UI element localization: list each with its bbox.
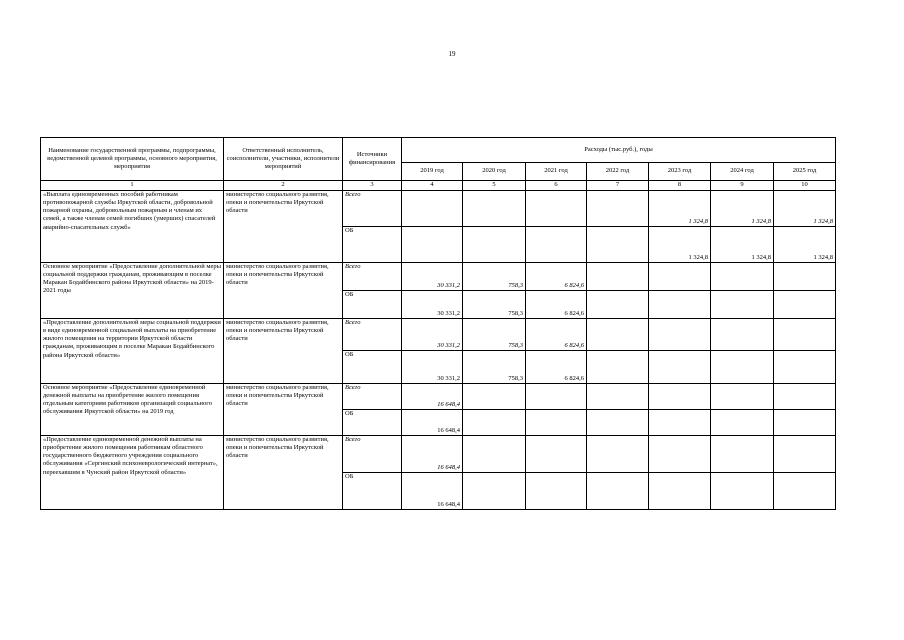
total-value: [774, 263, 836, 291]
row-executor: министерство социального развития, опеки и попечительства Иркутской области: [224, 319, 343, 384]
total-value: 6 824,6: [526, 319, 587, 351]
total-value: [774, 319, 836, 351]
ob-value: [526, 473, 587, 510]
total-value: [649, 319, 711, 351]
total-value: [526, 384, 587, 410]
total-value: [526, 191, 587, 227]
total-value: [587, 191, 649, 227]
column-index: 2: [224, 181, 343, 191]
total-value: 16 648,4: [402, 384, 463, 410]
row-name: Основное мероприятие «Предоставление дополнительной меры социальной поддержки гражданам, проживающим в поселке Маракан Бодайбинского района Иркутской области» на 2019-2021 годы: [41, 263, 224, 319]
total-value: [774, 384, 836, 410]
ob-value: 1 324,8: [649, 227, 711, 263]
total-value: [649, 384, 711, 410]
ob-value: 16 648,4: [402, 410, 463, 436]
ob-value: 6 824,6: [526, 291, 587, 319]
row-executor: министерство социального развития, опеки и попечительства Иркутской области: [224, 384, 343, 436]
row-executor: министерство социального развития, опеки и попечительства Иркутской области: [224, 263, 343, 319]
total-value: [587, 436, 649, 473]
row-executor: министерство социального развития, опеки и попечительства Иркутской области: [224, 436, 343, 510]
source-ob-label: ОБ: [343, 227, 402, 263]
ob-value: [711, 410, 774, 436]
ob-value: [587, 227, 649, 263]
column-index: 1: [41, 181, 224, 191]
ob-value: [526, 410, 587, 436]
total-value: 1 324,8: [711, 191, 774, 227]
ob-value: 30 331,2: [402, 291, 463, 319]
source-total-label: Всего: [343, 319, 402, 351]
total-value: [711, 436, 774, 473]
header-sources: Источники финансирования: [343, 138, 402, 181]
total-value: [587, 384, 649, 410]
header-year: 2019 год: [402, 163, 463, 181]
column-index: 8: [649, 181, 711, 191]
ob-value: [774, 351, 836, 384]
source-total-label: Всего: [343, 191, 402, 227]
total-value: [526, 436, 587, 473]
ob-value: 6 824,6: [526, 351, 587, 384]
total-value: [711, 384, 774, 410]
ob-value: [649, 351, 711, 384]
header-year: 2022 год: [587, 163, 649, 181]
ob-value: [774, 410, 836, 436]
source-ob-label: ОБ: [343, 351, 402, 384]
header-name: Наименование государственной программы, подпрограммы, ведомственной целевой программы, основного мероприятия, мероприятия: [41, 138, 224, 181]
column-index: 4: [402, 181, 463, 191]
total-value: 30 331,2: [402, 263, 463, 291]
ob-value: [463, 227, 526, 263]
total-value: 1 324,8: [649, 191, 711, 227]
total-value: [463, 436, 526, 473]
total-value: [402, 191, 463, 227]
ob-value: [587, 473, 649, 510]
total-value: [774, 436, 836, 473]
expenses-table: [40, 137, 836, 510]
column-index: 9: [711, 181, 774, 191]
total-value: [649, 263, 711, 291]
total-value: 1 324,8: [774, 191, 836, 227]
total-value: 6 824,6: [526, 263, 587, 291]
total-value: 30 331,2: [402, 319, 463, 351]
ob-value: [774, 291, 836, 319]
header-executor: Ответственный исполнитель, соисполнители, участники, исполнители мероприятий: [224, 138, 343, 181]
table-row: [41, 319, 836, 351]
column-index-row: [41, 181, 836, 191]
row-name: «Выплата единовременных пособий работникам противопожарной службы Иркутской области, добровольной пожарной охраны, добровольным пожарным и членам их семей, а также членам семей погибших (умерших) спасателей аварийно-спасательных служб»: [41, 191, 224, 263]
header-expenses: Расходы (тыс.руб.), годы: [402, 138, 836, 163]
total-value: [649, 436, 711, 473]
total-value: [711, 319, 774, 351]
source-ob-label: ОБ: [343, 473, 402, 510]
total-value: 758,3: [463, 263, 526, 291]
ob-value: 758,3: [463, 351, 526, 384]
ob-value: 30 331,2: [402, 351, 463, 384]
source-total-label: Всего: [343, 436, 402, 473]
column-index: 3: [343, 181, 402, 191]
header-year: 2020 год: [463, 163, 526, 181]
table-row: [41, 263, 836, 291]
ob-value: [587, 291, 649, 319]
ob-value: [774, 473, 836, 510]
ob-value: [463, 410, 526, 436]
row-name: «Предоставление дополнительной меры социальной поддержки в виде единовременной социальной выплаты на приобретение жилого помещения на территории Иркутской области гражданам, проживающим в поселке Маракан Бодайбинского района Иркутской области»: [41, 319, 224, 384]
ob-value: [711, 473, 774, 510]
ob-value: [649, 473, 711, 510]
page-number: 19: [448, 50, 456, 58]
column-index: 5: [463, 181, 526, 191]
row-name: Основное мероприятие «Предоставление единовременной денежной выплаты на приобретение жилого помещения отдельным категориям работников организаций социального обслуживания Иркутской области» на 2019 год: [41, 384, 224, 436]
row-executor: министерство социального развития, опеки и попечительства Иркутской области: [224, 191, 343, 263]
ob-value: [587, 351, 649, 384]
total-value: 758,3: [463, 319, 526, 351]
total-value: [587, 263, 649, 291]
ob-value: [402, 227, 463, 263]
ob-value: 1 324,8: [711, 227, 774, 263]
header-year: 2023 год: [649, 163, 711, 181]
ob-value: [711, 351, 774, 384]
column-index: 10: [774, 181, 836, 191]
header-year: 2024 год: [711, 163, 774, 181]
row-name: «Предоставление единовременной денежной выплаты на приобретение жилого помещения работникам областного государственного бюджетного учреждения социального обслуживания «Сергинский психоневрологический интернат», переехавшим в Чунский район Иркутской области»: [41, 436, 224, 510]
source-total-label: Всего: [343, 263, 402, 291]
header-year: 2021 год: [526, 163, 587, 181]
total-value: 16 648,4: [402, 436, 463, 473]
source-total-label: Всего: [343, 384, 402, 410]
source-ob-label: ОБ: [343, 410, 402, 436]
ob-value: [711, 291, 774, 319]
ob-value: 16 648,4: [402, 473, 463, 510]
table-row: [41, 384, 836, 410]
total-value: [711, 263, 774, 291]
total-value: [587, 319, 649, 351]
total-value: [463, 191, 526, 227]
ob-value: [526, 227, 587, 263]
ob-value: [649, 291, 711, 319]
table-row: [41, 436, 836, 473]
total-value: [463, 384, 526, 410]
ob-value: [587, 410, 649, 436]
header-year: 2025 год: [774, 163, 836, 181]
ob-value: [463, 473, 526, 510]
table-row: [41, 191, 836, 227]
ob-value: [649, 410, 711, 436]
ob-value: 758,3: [463, 291, 526, 319]
column-index: 7: [587, 181, 649, 191]
source-ob-label: ОБ: [343, 291, 402, 319]
column-index: 6: [526, 181, 587, 191]
ob-value: 1 324,8: [774, 227, 836, 263]
